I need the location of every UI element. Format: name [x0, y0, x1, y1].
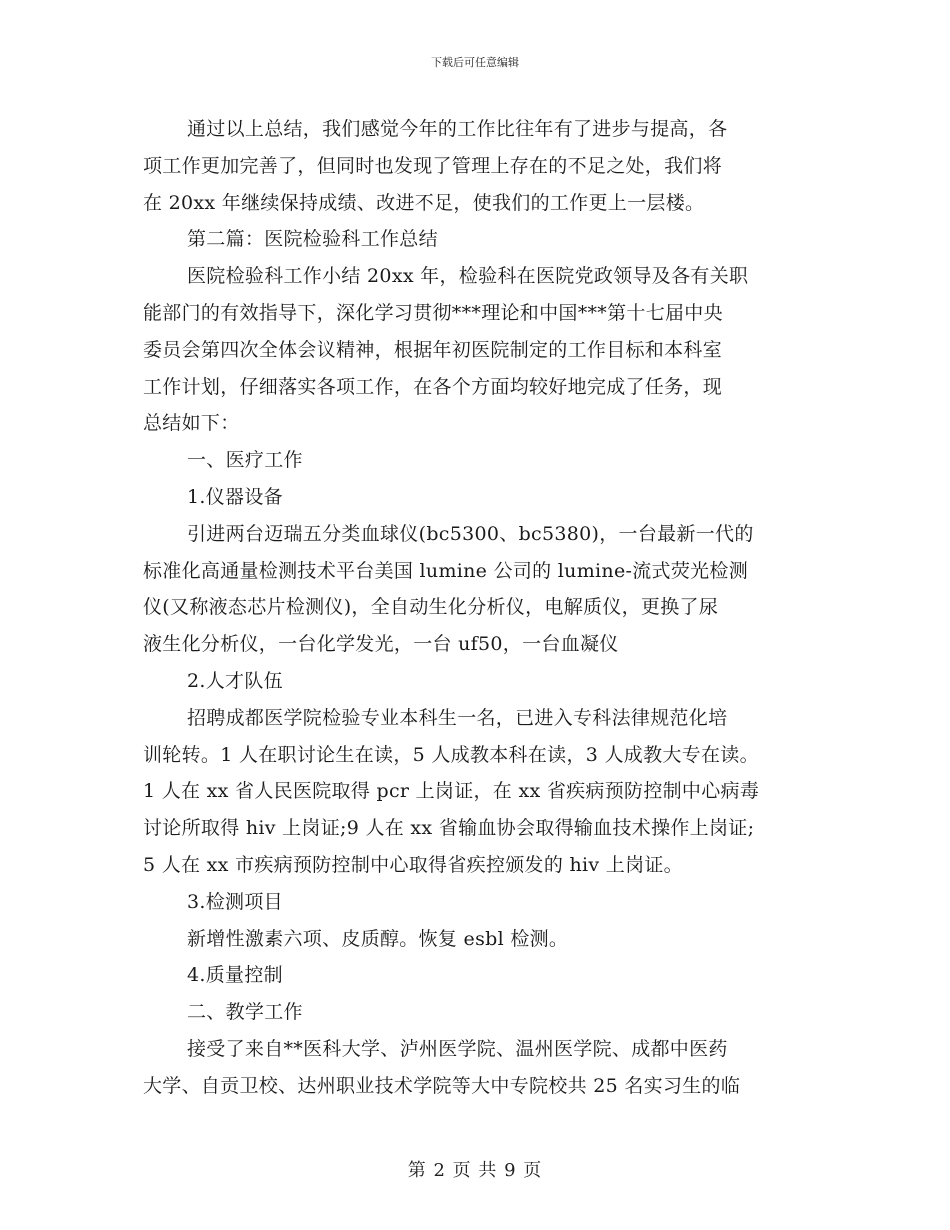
text-line: 通过以上总结，我们感觉今年的工作比往年有了进步与提高，各: [187, 118, 728, 140]
text-line: 一、医疗工作: [187, 449, 303, 472]
page-header: 下载后可任意编辑: [431, 56, 519, 69]
text-line: 训轮转。1 人在职讨论生在读，5 人成教本科在读，3 人成教大专在读。: [143, 743, 759, 766]
text-line: 液生化分析仪，一台化学发光，一台 uf50，一台血凝仪: [143, 633, 619, 656]
text-line: 项工作更加完善了，但同时也发现了管理上存在的不足之处，我们将: [143, 154, 723, 177]
text-line: 1.仪器设备: [187, 485, 283, 508]
text-line: 第二篇：医院检验科工作总结: [187, 228, 438, 251]
document-body: [143, 111, 813, 1105]
text-line: 仪(又称液态芯片检测仪)，全自动生化分析仪，电解质仪，更换了尿: [143, 596, 719, 619]
text-line: 工作计划，仔细落实各项工作，在各个方面均较好地完成了任务，现: [143, 375, 723, 398]
text-line: 委员会第四次全体会议精神，根据年初医院制定的工作目标和本科室: [143, 338, 723, 361]
text-line: 在 20xx 年继续保持成绩、改进不足，使我们的工作更上一层楼。: [143, 191, 705, 214]
text-line: 4.质量控制: [187, 964, 283, 987]
text-line: 讨论所取得 hiv 上岗证;9 人在 xx 省输血协会取得输血技术操作上岗证;: [143, 817, 755, 840]
text-line: 新增性激素六项、皮质醇。恢复 esbl 检测。: [187, 927, 569, 950]
text-line: 总结如下：: [143, 412, 240, 435]
text-line: 标准化高通量检测技术平台美国 lumine 公司的 lumine-流式荧光检测: [143, 559, 749, 582]
text-line: 5 人在 xx 市疾病预防控制中心取得省疾控颁发的 hiv 上岗证。: [143, 853, 683, 876]
text-line: 能部门的有效指导下，深化学习贯彻***理论和中国***第十七届中央: [143, 301, 723, 324]
page-number-footer: 第 2 页 共 9 页: [407, 1160, 543, 1181]
text-line: 接受了来自**医科大学、泸州医学院、温州医学院、成都中医药: [187, 1037, 728, 1060]
text-line: 二、教学工作: [187, 1001, 303, 1024]
text-line: 3.检测项目: [187, 890, 283, 913]
text-line: 引进两台迈瑞五分类血球仪(bc5300、bc5380)，一台最新一代的: [187, 522, 754, 545]
text-line: 招聘成都医学院检验专业本科生一名，已进入专科法律规范化培: [187, 706, 728, 729]
text-line: 2.人才队伍: [187, 669, 283, 692]
text-line: 医院检验科工作小结 20xx 年，检验科在医院党政领导及各有关职: [187, 265, 749, 288]
text-line: 1 人在 xx 省人民医院取得 pcr 上岗证，在 xx 省疾病预防控制中心病毒: [143, 780, 760, 803]
text-line: 大学、自贡卫校、达州职业技术学院等大中专院校共 25 名实习生的临: [143, 1074, 741, 1097]
